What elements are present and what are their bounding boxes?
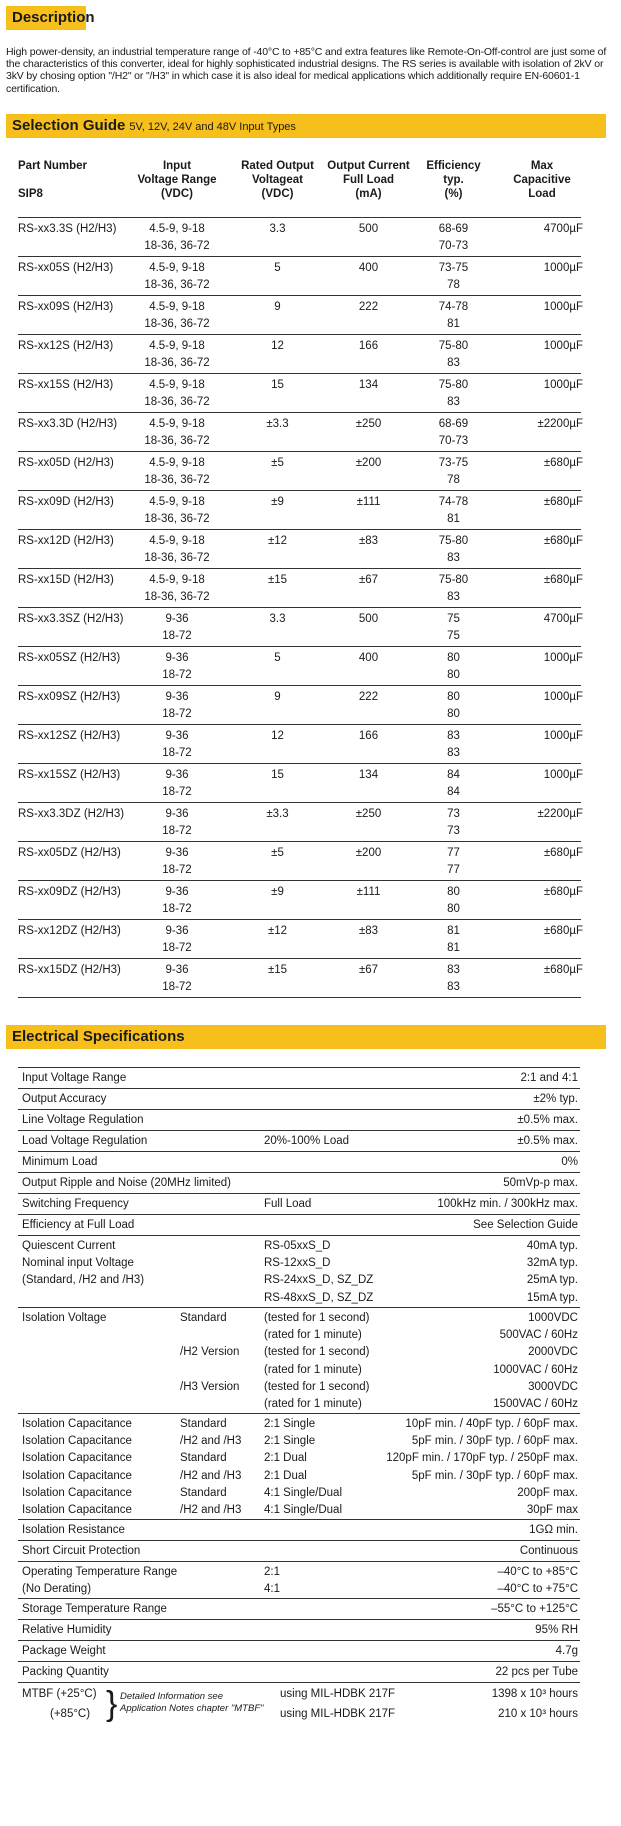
rated-output-voltage: 5 xyxy=(274,262,281,274)
spec-condition: RS-05xxS_D xyxy=(264,1240,331,1252)
spec-condition: RS-24xxS_D, SZ_DZ xyxy=(264,1274,374,1287)
spec-value: 1GΩ min. xyxy=(529,1524,578,1536)
spec-value: 1000VAC / 60Hz xyxy=(493,1363,578,1376)
spec-condition: (tested for 1 second) xyxy=(264,1346,370,1359)
spec-condition: (rated for 1 minute) xyxy=(264,1398,362,1410)
spec-label: Isolation Capacitance xyxy=(22,1418,132,1430)
output-current: 400 xyxy=(358,262,379,274)
rated-output-voltage: 3.3 xyxy=(269,613,286,625)
spec-variant: Standard xyxy=(180,1312,227,1324)
output-current: ±83 xyxy=(358,535,379,547)
spec-value: 15mA typ. xyxy=(526,1291,578,1304)
spec-row xyxy=(18,1599,580,1620)
rated-output-voltage: 9 xyxy=(274,301,281,313)
rated-output-voltage: 12 xyxy=(271,730,284,742)
input-voltage-range: 4.5-9, 9-18 18-36, 36-72 xyxy=(144,340,210,369)
max-capacitive-load: 1000µF xyxy=(543,340,583,352)
table-row xyxy=(18,491,581,530)
output-current: 134 xyxy=(358,769,379,781)
spec-value: 0% xyxy=(561,1156,578,1168)
table-row xyxy=(18,374,581,413)
spec-value: 500VAC / 60Hz xyxy=(499,1329,578,1342)
selection-table xyxy=(18,159,581,998)
input-voltage-range: 4.5-9, 9-18 18-36, 36-72 xyxy=(144,379,210,408)
max-capacitive-load: ±680µF xyxy=(543,925,583,937)
efficiency: 80 80 xyxy=(447,886,460,915)
efficiency: 73 73 xyxy=(447,808,460,837)
spec-value: ±0.5% max. xyxy=(517,1114,578,1126)
input-voltage-range: 9-36 18-72 xyxy=(162,769,192,798)
efficiency: 75-80 83 xyxy=(438,574,469,603)
part-number: RS-xx09DZ (H2/H3) xyxy=(18,886,121,898)
max-capacitive-load: ±680µF xyxy=(543,847,583,859)
output-current: 166 xyxy=(358,730,379,742)
rated-output-voltage: 15 xyxy=(271,379,284,391)
input-voltage-range: 4.5-9, 9-18 18-36, 36-72 xyxy=(144,418,210,447)
part-number: RS-xx12SZ (H2/H3) xyxy=(18,730,121,742)
output-current: 500 xyxy=(358,223,379,235)
spec-label: Package Weight xyxy=(22,1645,106,1657)
column-header: Efficiency typ. (%) xyxy=(426,160,481,200)
spec-row xyxy=(18,1067,580,1089)
table-row xyxy=(18,569,581,608)
input-voltage-range: 9-36 18-72 xyxy=(162,808,192,837)
output-current: 222 xyxy=(358,301,379,313)
table-row xyxy=(18,881,581,920)
spec-value: 95% RH xyxy=(535,1624,578,1636)
spec-label: Switching Frequency xyxy=(22,1198,129,1210)
output-current: ±67 xyxy=(358,964,379,976)
spec-label: Relative Humidity xyxy=(22,1624,112,1636)
column-header: Max Capacitive Load xyxy=(513,160,571,200)
rated-output-voltage: ±15 xyxy=(267,574,288,586)
spec-label: Isolation Resistance xyxy=(22,1524,125,1536)
spec-value: 200pF max. xyxy=(517,1486,578,1499)
description-heading: Description xyxy=(6,6,86,30)
spec-label: Output Accuracy xyxy=(22,1093,107,1105)
efficiency: 80 80 xyxy=(447,691,460,720)
input-voltage-range: 9-36 18-72 xyxy=(162,691,192,720)
efficiency: 80 80 xyxy=(447,652,460,681)
efficiency: 77 77 xyxy=(447,847,460,876)
spec-row xyxy=(18,1236,580,1308)
spec-variant: Standard xyxy=(180,1418,227,1430)
spec-row xyxy=(18,1215,580,1236)
input-voltage-range: 4.5-9, 9-18 18-36, 36-72 xyxy=(144,574,210,603)
part-number: RS-xx05S (H2/H3) xyxy=(18,262,114,274)
rated-output-voltage: 5 xyxy=(274,652,281,664)
input-voltage-range: 9-36 18-72 xyxy=(162,652,192,681)
efficiency: 73-75 78 xyxy=(438,262,469,291)
output-current: 400 xyxy=(358,652,379,664)
output-current: ±83 xyxy=(358,925,379,937)
table-row xyxy=(18,764,581,803)
spec-value: –55°C to +125°C xyxy=(491,1603,578,1615)
part-number: RS-xx15S (H2/H3) xyxy=(18,379,114,391)
spec-label: Isolation Capacitance xyxy=(22,1452,132,1465)
efficiency: 81 81 xyxy=(447,925,460,954)
spec-value: 10pF min. / 40pF typ. / 60pF max. xyxy=(405,1418,578,1430)
spec-condition: RS-48xxS_D, SZ_DZ xyxy=(264,1291,374,1304)
part-number: RS-xx12D (H2/H3) xyxy=(18,535,114,547)
spec-value: 120pF min. / 170pF typ. / 250pF max. xyxy=(386,1452,578,1465)
output-current: ±67 xyxy=(358,574,379,586)
input-voltage-range: 9-36 18-72 xyxy=(162,847,192,876)
max-capacitive-load: 4700µF xyxy=(543,223,583,235)
spec-label: Isolation Voltage xyxy=(22,1312,107,1324)
spec-value: 4.7g xyxy=(555,1645,578,1657)
spec-value: 1500VAC / 60Hz xyxy=(493,1398,578,1410)
rated-output-voltage: 9 xyxy=(274,691,281,703)
output-current: 500 xyxy=(358,613,379,625)
max-capacitive-load: 1000µF xyxy=(543,379,583,391)
spec-variant: /H2 and /H3 xyxy=(180,1435,242,1448)
spec-row xyxy=(18,1152,580,1173)
output-current: ±111 xyxy=(356,496,381,508)
part-number: RS-xx05D (H2/H3) xyxy=(18,457,114,469)
table-row xyxy=(18,959,581,998)
mtbf-value: 1398 x 10³ hours xyxy=(491,1688,578,1700)
spec-label: Isolation Capacitance xyxy=(22,1486,132,1499)
spec-condition: 20%-100% Load xyxy=(264,1135,350,1147)
rated-output-voltage: ±3.3 xyxy=(266,418,289,430)
spec-value: 3000VDC xyxy=(528,1380,578,1393)
spec-value: 5pF min. / 30pF typ. / 60pF max. xyxy=(411,1469,578,1482)
output-current: ±200 xyxy=(355,457,382,469)
rated-output-voltage: ±12 xyxy=(267,535,288,547)
rated-output-voltage: ±5 xyxy=(271,457,284,469)
output-current: ±111 xyxy=(356,886,381,898)
part-number: RS-xx09SZ (H2/H3) xyxy=(18,691,121,703)
efficiency: 75-80 83 xyxy=(438,535,469,564)
spec-row xyxy=(18,1562,580,1599)
rated-output-voltage: 15 xyxy=(271,769,284,781)
spec-condition: (rated for 1 minute) xyxy=(264,1329,362,1342)
spec-row xyxy=(18,1089,580,1110)
max-capacitive-load: 1000µF xyxy=(543,652,583,664)
selection-table-body xyxy=(18,217,581,998)
mtbf-note: Detailed Information see xyxy=(120,1691,223,1702)
spec-condition: (rated for 1 minute) xyxy=(264,1363,362,1376)
output-current: ±250 xyxy=(355,808,382,820)
rated-output-voltage: 12 xyxy=(271,340,284,352)
spec-label: Isolation Capacitance xyxy=(22,1469,132,1482)
spec-row xyxy=(18,1110,580,1131)
max-capacitive-load: ±2200µF xyxy=(537,418,583,430)
table-row xyxy=(18,257,581,296)
mtbf-label: MTBF (+25°C) xyxy=(22,1688,97,1700)
spec-value: 22 pcs per Tube xyxy=(495,1666,578,1678)
mtbf-value: 210 x 10³ hours xyxy=(498,1708,578,1720)
spec-label: Efficiency at Full Load xyxy=(22,1219,135,1231)
efficiency: 83 83 xyxy=(447,730,460,759)
part-number: RS-xx09S (H2/H3) xyxy=(18,301,114,313)
spec-variant: /H2 Version xyxy=(180,1346,240,1359)
electrical-specs-table xyxy=(18,1067,580,1727)
spec-label: Load Voltage Regulation xyxy=(22,1135,148,1147)
table-row xyxy=(18,413,581,452)
mtbf-note: Application Notes chapter "MTBF" xyxy=(120,1703,264,1714)
spec-value: 5pF min. / 30pF typ. / 60pF max. xyxy=(411,1435,578,1448)
column-header: Rated Output Voltageat (VDC) xyxy=(241,160,314,200)
spec-label: Isolation Capacitance xyxy=(22,1435,132,1448)
spec-condition: 2:1 Single xyxy=(264,1435,316,1448)
part-number: RS-xx15DZ (H2/H3) xyxy=(18,964,121,976)
mtbf-method: using MIL-HDBK 217F xyxy=(280,1708,396,1720)
input-voltage-range: 4.5-9, 9-18 18-36, 36-72 xyxy=(144,496,210,525)
spec-row xyxy=(18,1520,580,1541)
spec-condition: 2:1 xyxy=(264,1566,280,1578)
input-voltage-range: 4.5-9, 9-18 18-36, 36-72 xyxy=(144,457,210,486)
description-text: High power-density, an industrial temperature range of -40°C to +85°C and extra features like Remote-On-Off-control are just some of the characteristics of this converter, ideal for highly sophisticated industrial designs. The RS series is available with isolation of 2kV or 3kV by chosing option "/H2" or "/H3" in which case it is also ideal for medical applications which additionally require EN-60601-1 certification. xyxy=(6,46,607,95)
part-number: RS-xx3.3S (H2/H3) xyxy=(18,223,117,235)
spec-condition: Full Load xyxy=(264,1198,312,1210)
column-header: Input Voltage Range (VDC) xyxy=(137,160,217,200)
efficiency: 68-69 70-73 xyxy=(438,418,469,447)
table-row xyxy=(18,725,581,764)
rated-output-voltage: ±3.3 xyxy=(266,808,289,820)
max-capacitive-load: 4700µF xyxy=(543,613,583,625)
spec-value: 32mA typ. xyxy=(526,1257,578,1270)
input-voltage-range: 4.5-9, 9-18 18-36, 36-72 xyxy=(144,262,210,291)
selection-guide-title: Selection Guide xyxy=(12,117,126,134)
column-header: Output Current Full Load (mA) xyxy=(327,160,410,200)
spec-row xyxy=(18,1131,580,1152)
spec-label: (No Derating) xyxy=(22,1583,92,1596)
max-capacitive-load: ±680µF xyxy=(543,457,583,469)
part-number: RS-xx09D (H2/H3) xyxy=(18,496,114,508)
spec-value: Continuous xyxy=(519,1545,578,1557)
rated-output-voltage: ±5 xyxy=(271,847,284,859)
input-voltage-range: 4.5-9, 9-18 18-36, 36-72 xyxy=(144,535,210,564)
max-capacitive-load: 1000µF xyxy=(543,769,583,781)
spec-variant: /H2 and /H3 xyxy=(180,1504,242,1516)
max-capacitive-load: ±680µF xyxy=(543,574,583,586)
column-header: Part Number SIP8 xyxy=(18,160,88,200)
table-row xyxy=(18,842,581,881)
spec-condition: 4:1 Single/Dual xyxy=(264,1486,342,1499)
output-current: ±200 xyxy=(355,847,382,859)
spec-condition: RS-12xxS_D xyxy=(264,1257,331,1270)
output-current: 166 xyxy=(358,340,379,352)
max-capacitive-load: ±680µF xyxy=(543,886,583,898)
output-current: ±250 xyxy=(355,418,382,430)
spec-label: Isolation Capacitance xyxy=(22,1504,132,1516)
mtbf-block xyxy=(18,1683,580,1727)
spec-condition: 4:1 Single/Dual xyxy=(264,1504,342,1516)
table-row xyxy=(18,530,581,569)
efficiency: 74-78 81 xyxy=(438,496,469,525)
spec-value: 25mA typ. xyxy=(526,1274,578,1287)
table-row xyxy=(18,335,581,374)
spec-condition: 4:1 xyxy=(264,1583,280,1596)
spec-row xyxy=(18,1173,580,1194)
spec-value: 40mA typ. xyxy=(526,1240,578,1252)
rated-output-voltage: ±15 xyxy=(267,964,288,976)
efficiency: 74-78 81 xyxy=(438,301,469,330)
input-voltage-range: 9-36 18-72 xyxy=(162,730,192,759)
table-row xyxy=(18,920,581,959)
spec-value: ±2% typ. xyxy=(533,1093,578,1105)
spec-value: See Selection Guide xyxy=(473,1219,578,1231)
spec-row xyxy=(18,1414,580,1520)
spec-variant: /H3 Version xyxy=(180,1380,240,1393)
max-capacitive-load: 1000µF xyxy=(543,262,583,274)
part-number: RS-xx12DZ (H2/H3) xyxy=(18,925,121,937)
output-current: 134 xyxy=(358,379,379,391)
input-voltage-range: 4.5-9, 9-18 18-36, 36-72 xyxy=(144,223,210,252)
part-number: RS-xx3.3DZ (H2/H3) xyxy=(18,808,125,820)
spec-condition: 2:1 Single xyxy=(264,1418,316,1430)
spec-condition: (tested for 1 second) xyxy=(264,1380,370,1393)
spec-condition: (tested for 1 second) xyxy=(264,1312,370,1324)
spec-value: 1000VDC xyxy=(528,1312,578,1324)
part-number: RS-xx3.3D (H2/H3) xyxy=(18,418,118,430)
table-row xyxy=(18,686,581,725)
spec-condition: 2:1 Dual xyxy=(264,1469,307,1482)
spec-label: Short Circuit Protection xyxy=(22,1545,141,1557)
spec-label: Storage Temperature Range xyxy=(22,1603,167,1615)
part-number: RS-xx15D (H2/H3) xyxy=(18,574,114,586)
spec-variant: Standard xyxy=(180,1486,227,1499)
part-number: RS-xx3.3SZ (H2/H3) xyxy=(18,613,124,625)
max-capacitive-load: ±2200µF xyxy=(537,808,583,820)
mtbf-method: using MIL-HDBK 217F xyxy=(280,1688,396,1700)
spec-row xyxy=(18,1641,580,1662)
input-voltage-range: 9-36 18-72 xyxy=(162,613,192,642)
spec-value: 100kHz min. / 300kHz max. xyxy=(437,1198,578,1210)
table-row xyxy=(18,217,581,257)
spec-value: ±0.5% max. xyxy=(517,1135,578,1147)
part-number: RS-xx05DZ (H2/H3) xyxy=(18,847,121,859)
spec-label: Output Ripple and Noise (20MHz limited) xyxy=(22,1177,232,1189)
efficiency: 75-80 83 xyxy=(438,340,469,369)
input-voltage-range: 4.5-9, 9-18 18-36, 36-72 xyxy=(144,301,210,330)
efficiency: 84 84 xyxy=(447,769,460,798)
part-number: RS-xx15SZ (H2/H3) xyxy=(18,769,121,781)
efficiency: 83 83 xyxy=(447,964,460,993)
rated-output-voltage: 3.3 xyxy=(269,223,286,235)
table-row xyxy=(18,647,581,686)
part-number: RS-xx05SZ (H2/H3) xyxy=(18,652,121,664)
spec-label: Operating Temperature Range xyxy=(22,1566,178,1578)
spec-label: Packing Quantity xyxy=(22,1666,109,1678)
spec-label: Minimum Load xyxy=(22,1156,98,1168)
selection-guide-heading xyxy=(6,114,606,138)
max-capacitive-load: ±680µF xyxy=(543,496,583,508)
output-current: 222 xyxy=(358,691,379,703)
selection-guide-subtitle: 5V, 12V, 24V and 48V Input Types xyxy=(129,121,296,133)
table-row xyxy=(18,803,581,842)
spec-label: Quiescent Current xyxy=(22,1240,116,1252)
spec-label: Nominal input Voltage xyxy=(22,1257,134,1270)
spec-value: 2000VDC xyxy=(528,1346,578,1359)
spec-row xyxy=(18,1194,580,1215)
table-row xyxy=(18,608,581,647)
max-capacitive-load: ±680µF xyxy=(543,964,583,976)
spec-value: 2:1 and 4:1 xyxy=(520,1072,578,1084)
input-voltage-range: 9-36 18-72 xyxy=(162,964,192,993)
input-voltage-range: 9-36 18-72 xyxy=(162,925,192,954)
spec-value: –40°C to +75°C xyxy=(497,1583,578,1596)
rated-output-voltage: ±9 xyxy=(271,886,284,898)
selection-table-header xyxy=(18,159,581,217)
part-number: RS-xx12S (H2/H3) xyxy=(18,340,114,352)
spec-value: –40°C to +85°C xyxy=(497,1566,578,1578)
table-row xyxy=(18,296,581,335)
brace-icon: } xyxy=(106,1685,118,1723)
spec-condition: 2:1 Dual xyxy=(264,1452,307,1465)
spec-variant: /H2 and /H3 xyxy=(180,1469,242,1482)
spec-row xyxy=(18,1308,580,1414)
efficiency: 68-69 70-73 xyxy=(438,223,469,252)
spec-row xyxy=(18,1620,580,1641)
max-capacitive-load: 1000µF xyxy=(543,730,583,742)
spec-label: (Standard, /H2 and /H3) xyxy=(22,1274,145,1287)
electrical-specs-heading: Electrical Specifications xyxy=(6,1025,606,1049)
spec-variant: Standard xyxy=(180,1452,227,1465)
efficiency: 75 75 xyxy=(447,613,460,642)
spec-row xyxy=(18,1541,580,1562)
spec-value: 50mVp-p max. xyxy=(503,1177,578,1189)
mtbf-label: (+85°C) xyxy=(50,1708,91,1720)
spec-label: Input Voltage Range xyxy=(22,1072,127,1084)
spec-label: Line Voltage Regulation xyxy=(22,1114,144,1126)
max-capacitive-load: 1000µF xyxy=(543,301,583,313)
input-voltage-range: 9-36 18-72 xyxy=(162,886,192,915)
efficiency: 73-75 78 xyxy=(438,457,469,486)
spec-row xyxy=(18,1662,580,1683)
table-row xyxy=(18,452,581,491)
efficiency: 75-80 83 xyxy=(438,379,469,408)
rated-output-voltage: ±12 xyxy=(267,925,288,937)
spec-value: 30pF max xyxy=(526,1504,578,1516)
max-capacitive-load: ±680µF xyxy=(543,535,583,547)
rated-output-voltage: ±9 xyxy=(271,496,284,508)
max-capacitive-load: 1000µF xyxy=(543,691,583,703)
